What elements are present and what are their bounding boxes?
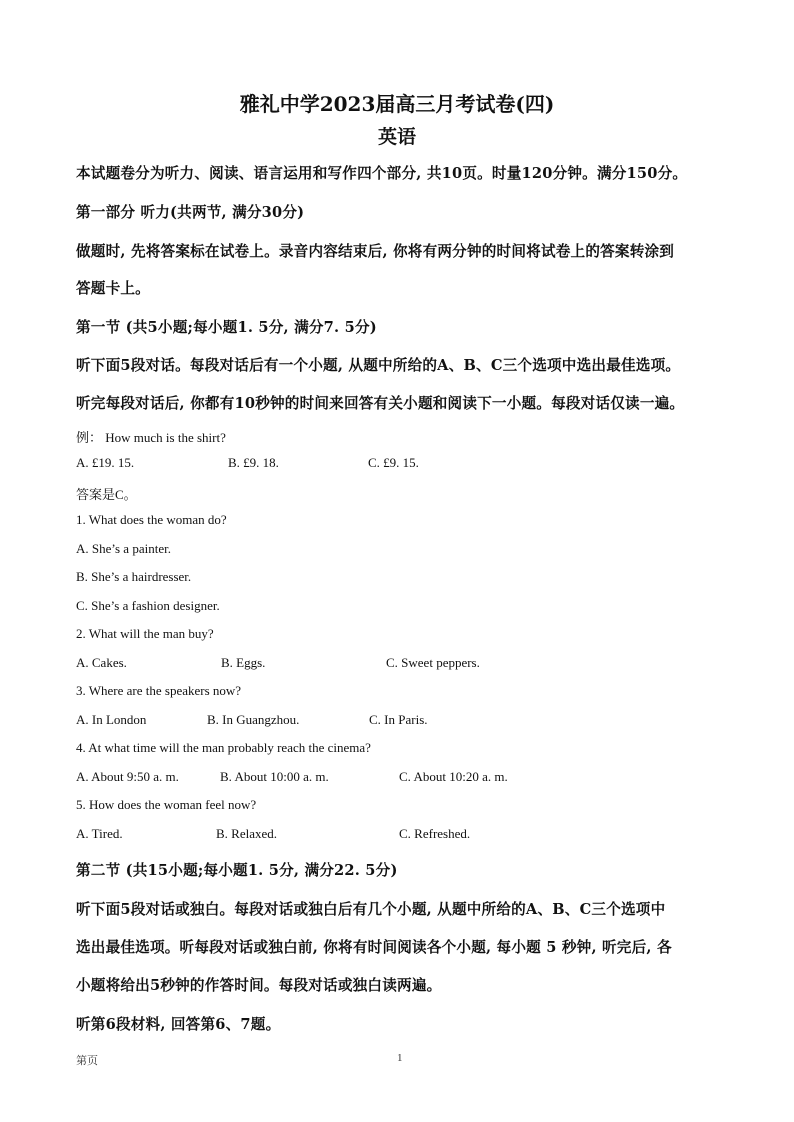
- question-4: 4. At what time will the man probably reach the cinema?: [76, 740, 371, 755]
- footer-label: 第页: [76, 1055, 98, 1067]
- material-6-heading: 听第6段材料, 回答第6、7题。: [76, 1016, 281, 1033]
- question-1-option-c: C. She’s a fashion designer.: [76, 598, 220, 613]
- section2-instruction: 选出最佳选项。听每段对话或独白前, 你将有时间阅读各个小题, 每小题 5 秒钟, 听完后, 各: [76, 939, 672, 956]
- question-3-option-c: C. In Paris.: [369, 712, 428, 727]
- question-5-option-a: A. Tired.: [76, 826, 123, 841]
- question-5-option-c: C. Refreshed.: [399, 826, 471, 841]
- instruction-line: 答题卡上。: [76, 280, 150, 297]
- section2-instruction: 小题将给出5秒钟的作答时间。每段对话或独白读两遍。: [76, 977, 442, 994]
- example-option-b: B. £9. 18.: [228, 455, 279, 470]
- question-2-option-b: B. Eggs.: [221, 655, 266, 670]
- question-5: 5. How does the woman feel now?: [76, 797, 257, 812]
- page-number: 1: [397, 1052, 403, 1064]
- question-2-option-c: C. Sweet peppers.: [386, 655, 480, 670]
- exam-info: 本试题卷分为听力、阅读、语言运用和写作四个部分, 共10页。时量120分钟。满分150分。: [76, 165, 688, 182]
- section2-instruction: 听下面5段对话或独白。每段对话或独白后有几个小题, 从题中所给的A、B、C三个选项中: [76, 901, 666, 918]
- example-answer: 答案是C。: [76, 487, 137, 502]
- question-3: 3. Where are the speakers now?: [76, 683, 242, 698]
- question-1-option-a: A. She’s a painter.: [76, 541, 171, 556]
- example-option-a: A. £19. 15.: [76, 455, 135, 470]
- question-2: 2. What will the man buy?: [76, 626, 214, 641]
- question-5-option-b: B. Relaxed.: [216, 826, 278, 841]
- question-1: 1. What does the woman do?: [76, 512, 227, 527]
- instruction-line: 做题时, 先将答案标在试卷上。录音内容结束后, 你将有两分钟的时间将试卷上的答案转涂到: [76, 243, 675, 260]
- section1-title: 第一节 (共5小题;每小题1. 5分, 满分7. 5分): [76, 319, 377, 336]
- section1-instruction: 听完每段对话后, 你都有10秒钟的时间来回答有关小题和阅读下一小题。每段对话仅读一遍。: [76, 395, 685, 412]
- question-2-option-a: A. Cakes.: [76, 655, 127, 670]
- section2-title: 第二节 (共15小题;每小题1. 5分, 满分22. 5分): [76, 862, 398, 879]
- subject-title: 英语: [377, 126, 416, 148]
- part1-title: 第一部分 听力(共两节, 满分30分): [76, 204, 305, 221]
- exam-title: 雅礼中学2023届高三月考试卷(四): [239, 92, 555, 116]
- example-option-c: C. £9. 15.: [368, 455, 419, 470]
- question-4-option-c: C. About 10:20 a. m.: [399, 769, 508, 784]
- question-4-option-a: A. About 9:50 a. m.: [76, 769, 179, 784]
- section1-instruction: 听下面5段对话。每段对话后有一个小题, 从题中所给的A、B、C三个选项中选出最佳选项。: [76, 357, 681, 374]
- question-3-option-b: B. In Guangzhou.: [207, 712, 300, 727]
- example-question: 例： How much is the shirt?: [76, 430, 226, 445]
- question-3-option-a: A. In London: [76, 712, 147, 727]
- question-1-option-b: B. She’s a hairdresser.: [76, 569, 192, 584]
- question-4-option-b: B. About 10:00 a. m.: [220, 769, 329, 784]
